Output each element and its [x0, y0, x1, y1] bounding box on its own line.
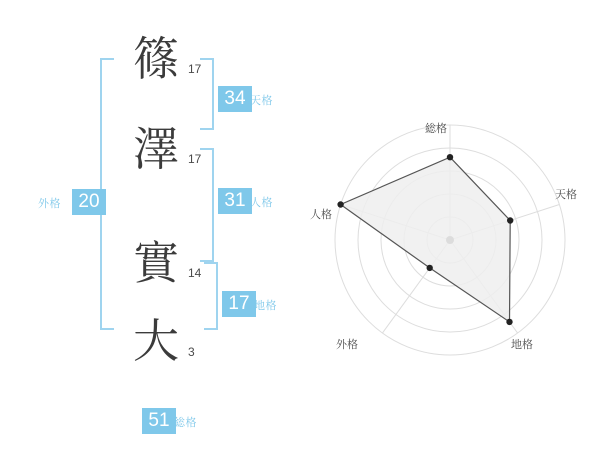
radar-chart-panel [300, 0, 600, 470]
radar-axis-label-tenkaku: 天格 [555, 188, 577, 201]
radar-series-area [341, 157, 511, 322]
stroke-count-3: 14 [188, 266, 202, 280]
badge-gaikaku-label: 外格 [38, 197, 61, 210]
name-character-3: 實 [133, 236, 179, 290]
name-character-1: 篠 [133, 32, 179, 86]
badge-soukaku-value: 51 [142, 408, 176, 434]
badge-soukaku-label: 総格 [174, 416, 197, 429]
name-character-4: 大 [133, 314, 179, 368]
radar-axis-label-jinkaku: 人格 [310, 208, 332, 221]
stroke-count-4: 3 [188, 345, 195, 359]
name-character-2: 澤 [133, 122, 179, 176]
badge-chikaku-label: 地格 [254, 299, 277, 312]
badge-chikaku-value: 17 [222, 291, 256, 317]
radar-center-dot [446, 236, 454, 244]
badge-tenkaku-value: 34 [218, 86, 252, 112]
stroke-count-2: 17 [188, 152, 202, 166]
radar-axis-label-soukaku: 総格 [425, 122, 447, 135]
radar-axis-label-gaikaku: 外格 [336, 338, 358, 351]
stroke-count-1: 17 [188, 62, 202, 76]
bracket-jinkaku [200, 148, 214, 262]
badge-gaikaku-value: 20 [72, 189, 106, 215]
badge-tenkaku-label: 天格 [250, 94, 273, 107]
badge-jinkaku-value: 31 [218, 188, 252, 214]
bracket-chikaku [204, 262, 218, 330]
bracket-tenkaku [200, 58, 214, 130]
badge-jinkaku-label: 人格 [250, 196, 273, 209]
radar-axis-label-chikaku: 地格 [511, 338, 533, 351]
